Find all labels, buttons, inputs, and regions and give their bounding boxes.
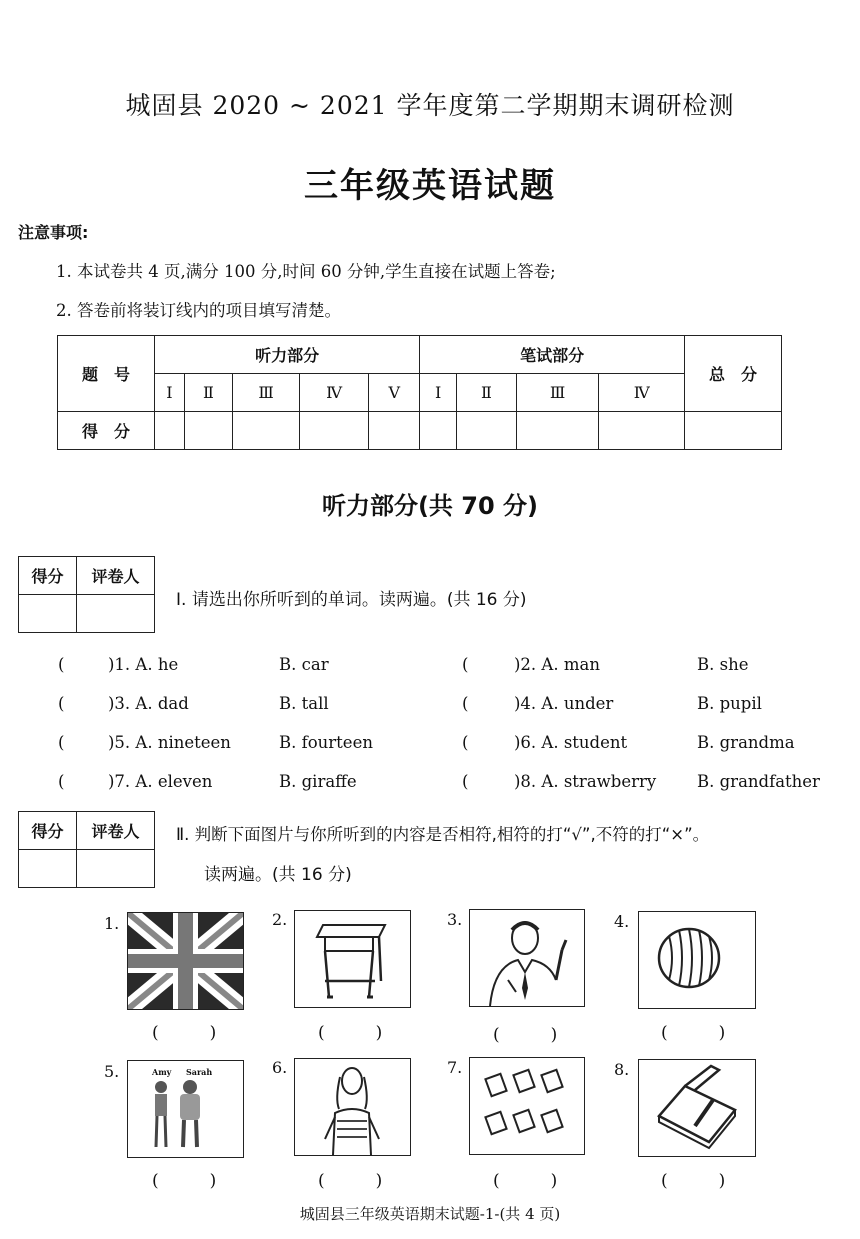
notice-heading: 注意事项:	[18, 223, 89, 242]
question-3-paren[interactable]: (	[58, 694, 65, 713]
notice-item-1: 1. 本试卷共 4 页,满分 100 分,时间 60 分钟,学生直接在试题上答卷;	[56, 262, 556, 281]
score-cell[interactable]	[369, 412, 420, 450]
question-7-option-a: )7. A. eleven	[108, 772, 213, 791]
score-table-group-listening: 听力部分	[155, 336, 420, 374]
man-teacher-icon	[470, 910, 584, 1006]
page-footer: 城固县三年级英语期末试题-1-(共 4 页)	[299, 1205, 561, 1223]
question-1-option-b: B. car	[279, 655, 329, 674]
picture-7-answer[interactable]: ( )	[493, 1171, 558, 1191]
score-table-label-score: 得 分	[58, 412, 155, 450]
part1-heading: Ⅰ. 请选出你所听到的单词。读两遍。(共 16 分)	[176, 590, 527, 610]
question-6-paren[interactable]: (	[462, 733, 469, 752]
grader-score-label: 得分	[19, 557, 77, 595]
question-5-option-a: )5. A. nineteen	[108, 733, 231, 752]
picture-3-answer[interactable]: ( )	[493, 1025, 558, 1045]
picture-1-flag	[127, 912, 244, 1010]
score-col-writing-1: Ⅰ	[420, 374, 457, 412]
score-cell[interactable]	[300, 412, 369, 450]
question-2-option-b: B. she	[697, 655, 749, 674]
score-table-label-item: 题 号	[58, 336, 155, 412]
picture-4-number: 4.	[614, 912, 630, 931]
grader-reviewer-cell[interactable]	[77, 595, 155, 633]
score-col-writing-2: Ⅱ	[457, 374, 517, 412]
question-8-paren[interactable]: (	[462, 772, 469, 791]
question-7-paren[interactable]: (	[58, 772, 65, 791]
question-1-paren[interactable]: (	[58, 655, 65, 674]
score-col-writing-4: Ⅳ	[599, 374, 685, 412]
score-col-listening-5: Ⅴ	[369, 374, 420, 412]
score-cell[interactable]	[184, 412, 232, 450]
picture-3-number: 3.	[447, 910, 463, 929]
picture-5-girls	[127, 1060, 244, 1158]
question-8-option-a: )8. A. strawberry	[514, 772, 657, 791]
score-table	[57, 335, 782, 450]
picture-5-label-amy: Amy	[152, 1067, 172, 1077]
watermelon-icon	[639, 912, 755, 1008]
books-icon	[470, 1058, 584, 1154]
score-cell-total[interactable]	[685, 412, 782, 450]
part2-heading-line2: 读两遍。(共 16 分)	[204, 865, 352, 885]
picture-6-number: 6.	[272, 1058, 288, 1077]
picture-1-number: 1.	[104, 914, 120, 933]
question-6-option-b: B. grandma	[697, 733, 795, 752]
score-cell[interactable]	[457, 412, 517, 450]
question-4-option-b: B. pupil	[697, 694, 762, 713]
question-4-paren[interactable]: (	[462, 694, 469, 713]
picture-8-number: 8.	[614, 1060, 630, 1079]
desk-icon	[295, 911, 410, 1007]
picture-2-desk	[294, 910, 411, 1008]
grader-box-1	[18, 556, 155, 633]
woman-icon	[295, 1059, 410, 1155]
picture-1-answer[interactable]: ( )	[152, 1023, 217, 1043]
question-5-option-b: B. fourteen	[279, 733, 373, 752]
question-7-option-b: B. giraffe	[279, 772, 357, 791]
score-cell[interactable]	[516, 412, 599, 450]
picture-4-answer[interactable]: ( )	[661, 1023, 726, 1043]
question-3-option-a: )3. A. dad	[108, 694, 189, 713]
score-cell[interactable]	[233, 412, 300, 450]
score-cell[interactable]	[420, 412, 457, 450]
picture-5-number: 5.	[104, 1062, 120, 1081]
score-col-writing-3: Ⅲ	[516, 374, 599, 412]
grader-reviewer-label: 评卷人	[77, 812, 155, 850]
grader-box-2	[18, 811, 155, 888]
score-table-total: 总 分	[685, 336, 782, 412]
picture-8-answer[interactable]: ( )	[661, 1171, 726, 1191]
uk-flag-icon	[128, 913, 243, 1009]
picture-2-answer[interactable]: ( )	[318, 1023, 383, 1043]
pencil-box-icon	[639, 1060, 755, 1156]
picture-7-number: 7.	[447, 1058, 463, 1077]
listening-section-title: 听力部分(共 70 分)	[321, 492, 539, 520]
picture-8-pencil-box	[638, 1059, 756, 1157]
grader-score-label: 得分	[19, 812, 77, 850]
score-col-listening-1: Ⅰ	[155, 374, 185, 412]
grader-score-cell[interactable]	[19, 595, 77, 633]
part2-heading-line1: Ⅱ. 判断下面图片与你所听到的内容是否相符,相符的打“√”,不符的打“×”。	[176, 825, 710, 844]
picture-3-man	[469, 909, 585, 1007]
question-3-option-b: B. tall	[279, 694, 329, 713]
score-table-group-writing: 笔试部分	[420, 336, 685, 374]
question-5-paren[interactable]: (	[58, 733, 65, 752]
question-2-paren[interactable]: (	[462, 655, 469, 674]
picture-6-woman	[294, 1058, 411, 1156]
picture-5-label-sarah: Sarah	[186, 1067, 213, 1077]
grader-reviewer-label: 评卷人	[77, 557, 155, 595]
picture-7-books	[469, 1057, 585, 1155]
question-2-option-a: )2. A. man	[514, 655, 600, 674]
score-cell[interactable]	[155, 412, 185, 450]
grader-reviewer-cell[interactable]	[77, 850, 155, 888]
picture-5-answer[interactable]: ( )	[152, 1171, 217, 1191]
question-1-option-a: )1. A. he	[108, 655, 179, 674]
question-4-option-a: )4. A. under	[514, 694, 614, 713]
score-col-listening-3: Ⅲ	[233, 374, 300, 412]
grader-score-cell[interactable]	[19, 850, 77, 888]
score-col-listening-2: Ⅱ	[184, 374, 232, 412]
exam-title: 三年级英语试题	[304, 166, 556, 206]
score-cell[interactable]	[599, 412, 685, 450]
exam-header-line: 城固县 2020 ~ 2021 学年度第二学期期末调研检测	[125, 91, 735, 120]
picture-4-watermelon	[638, 911, 756, 1009]
picture-2-number: 2.	[272, 910, 288, 929]
question-8-option-b: B. grandfather	[697, 772, 820, 791]
picture-6-answer[interactable]: ( )	[318, 1171, 383, 1191]
score-col-listening-4: Ⅳ	[300, 374, 369, 412]
question-6-option-a: )6. A. student	[514, 733, 628, 752]
notice-item-2: 2. 答卷前将装订线内的项目填写清楚。	[56, 301, 341, 320]
